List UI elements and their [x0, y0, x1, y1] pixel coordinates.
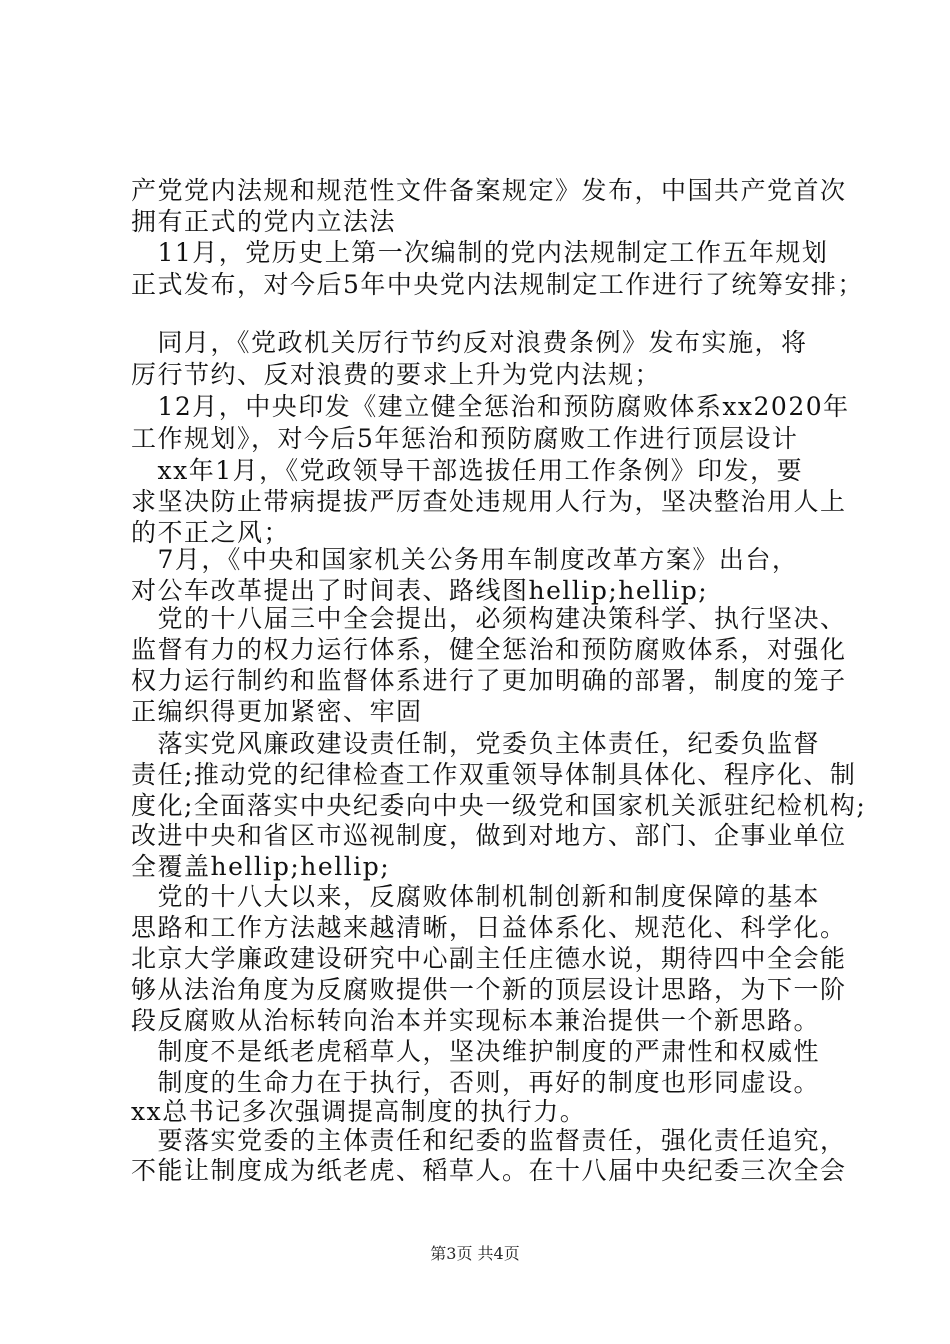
text-line: 制度不是纸老虎稻草人，坚决维护制度的严肃性和权威性	[131, 1037, 821, 1066]
text-line: 12月，中央印发《建立健全惩治和预防腐败体系xx2020年	[131, 392, 850, 421]
page-number-footer: 第3页 共4页	[430, 1244, 520, 1263]
text-line: 党的十八大以来，反腐败体制机制创新和制度保障的基本	[131, 882, 821, 911]
text-line: 正式发布，对今后5年中央党内法规制定工作进行了统筹安排；	[131, 270, 864, 299]
text-line: 同月，《党政机关厉行节约反对浪费条例》发布实施，将	[131, 328, 808, 357]
text-line: 够从法治角度为反腐败提供一个新的顶层设计思路，为下一阶	[131, 975, 847, 1004]
text-line: 11月，党历史上第一次编制的党内法规制定工作五年规划	[131, 238, 829, 267]
text-line: 7月，《中央和国家机关公务用车制度改革方案》出台，	[131, 545, 799, 574]
text-line: 正编织得更加紧密、牢固	[131, 697, 423, 726]
text-line: 拥有正式的党内立法法	[131, 207, 397, 236]
text-line: 党的十八届三中全会提出，必须构建决策科学、执行坚决、	[131, 604, 847, 633]
text-line: 求坚决防止带病提拔严厉查处违规用人行为，坚决整治用人上	[131, 487, 847, 516]
text-line: 的不正之风；	[131, 518, 291, 547]
text-line: 权力运行制约和监督体系进行了更加明确的部署，制度的笼子	[131, 666, 847, 695]
text-line: xx总书记多次强调提高制度的执行力。	[131, 1097, 587, 1126]
text-line: 监督有力的权力运行体系，健全惩治和预防腐败体系，对强化	[131, 635, 847, 664]
text-line: 工作规划》，对今后5年惩治和预防腐败工作进行顶层设计	[131, 424, 799, 453]
text-line: 段反腐败从治标转向治本并实现标本兼治提供一个新思路。	[131, 1006, 821, 1035]
text-line: 北京大学廉政建设研究中心副主任庄德水说，期待四中全会能	[131, 944, 847, 973]
text-line: 改进中央和省区市巡视制度，做到对地方、部门、企事业单位	[131, 821, 847, 850]
text-line: 不能让制度成为纸老虎、稻草人。在十八届中央纪委三次全会	[131, 1156, 847, 1185]
text-line: xx年1月，《党政领导干部选拔任用工作条例》印发，要	[131, 456, 804, 485]
text-line: 产党党内法规和规范性文件备案规定》发布，中国共产党首次	[131, 176, 847, 205]
text-line: 制度的生命力在于执行，否则，再好的制度也形同虚设。	[131, 1068, 821, 1097]
text-line: 度化;全面落实中央纪委向中央一级党和国家机关派驻纪检机构;	[131, 791, 867, 820]
text-line: 要落实党委的主体责任和纪委的监督责任，强化责任追究，	[131, 1126, 847, 1155]
text-line: 思路和工作方法越来越清晰，日益体系化、规范化、科学化。	[131, 913, 847, 942]
text-line: 责任;推动党的纪律检查工作双重领导体制具体化、程序化、制	[131, 760, 857, 789]
text-line: 落实党风廉政建设责任制，党委负主体责任，纪委负监督	[131, 729, 821, 758]
text-line: 厉行节约、反对浪费的要求上升为党内法规；	[131, 360, 662, 389]
text-line: 对公车改革提出了时间表、路线图hellip;hellip;	[131, 576, 709, 605]
text-line: 全覆盖hellip;hellip;	[131, 852, 391, 881]
